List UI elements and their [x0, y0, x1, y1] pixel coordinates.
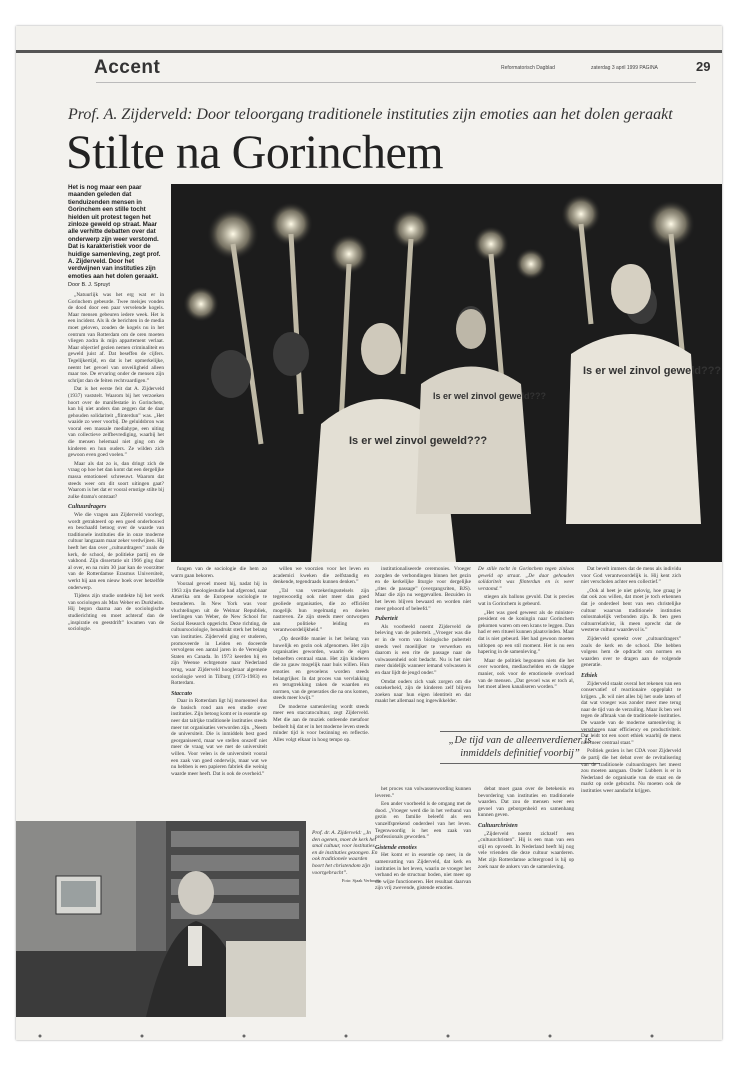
paragraph: Zijderveld staakt overal het rekenen van een conservatief of reactionaire opgeplakt te krijgen. „Ik wil niet alles bij het oude laten of dat wat vroeger was zonder meer mee terug naar de tijd van de verzuiling. Maar ik ben wel tegen de afbraak van de traditionele instituties. De waarde van de moderne samenleving is verschoven naar efficiency en productiviteit. Dat leidt tot een soort ethiek waarbij de mens niet meer centraal staat.”: [581, 680, 681, 746]
page-number: 29: [696, 59, 711, 74]
column-4-bottom: [375, 786, 471, 1018]
column-5-top: [478, 566, 574, 724]
column-6: [581, 566, 681, 1018]
paragraph: Daar in Rotterdam ligt hij momenteel dus de basisch rond aan een studie over instituties. Zijn betoog komt er in essentie op neer dat talrijke traditionele instituties steeds meer tot organisaties verworden zijn. „Neem de universiteit. Die is inmiddels best goed georganiseerd, maar we stellen onszelf niet meer de vraag wat we met de universiteit willen. Voor velen is de universiteit vooral een zaak van goed onderwijs, maar wat we nu hebben is een papieren fabriek die weinig waarde meer heeft. Dat is ook de overheid.”: [171, 698, 267, 777]
article-kicker: Prof. A. Zijderveld: Door teloorgang traditionele instituties zijn emoties aan het dolen geraakt: [68, 106, 673, 123]
print-marks: [16, 1032, 722, 1040]
march-photo-illustration: [171, 184, 722, 562]
paragraph: het proces van volwassenwording kunnen leveren.”: [375, 786, 471, 799]
top-rule: [16, 50, 722, 53]
professor-photo-caption: [312, 830, 380, 885]
subheading: Puberteit: [375, 616, 398, 623]
paragraph: Dat is het eerste feit dat A. Zijderveld (1937) vaststelt. Waarom bij het verzoeken hoort over de manifestatie in Gorinchem, kan hij niet anders dan zeggen dat de daar gehouden solidariteit „flinterdun” was. „Het waaide zo weer voorbij. De geluidsbron was vooral een massale mediahype, een uiting van collectieve zelfbevrediging, waarbij het die mensen helemaal niet ging om de kinderen en hun ouders. Ze wilden zich gewoon even goed voelen.”: [68, 386, 164, 459]
photo-credit: Foto: Sjaak Verboom: [341, 878, 380, 884]
paragraph: Omdat ouders zich vaak zorgen om die onzekerheid, zijn de kinderen zelf blijven zoeken naar hun eigen identiteit en dat maakt het allemaal nog ingewikkelder.: [375, 678, 471, 705]
column-5-bottom: [478, 786, 574, 1018]
publication-date: zaterdag 3 april 1999 PAGINA: [591, 65, 658, 71]
paragraph: Wie die vragen aan Zijderveld voorlegt, wordt getrakteerd op een goed onderbouwd en beschaafd betoog over de waarde van traditionele instituties die in onze moderne cultuur langzaam maar zeker verdwijnen. Hij heeft het dan over „cultuurdragers” zoals de kerk, de school, de politieke partij en de vakbond. Zijn dissertatie uit 1966 ging daar al over, en na ruim 30 jaar kan de voorzitter van de Rotterdamse Erasmus Universiteit, werkt hij aan een nieuw boek over hetzelfde onderwerp.: [68, 512, 164, 591]
photo-caption-march: De stille tocht in Gorinchem tegen zinloos geweld op straat. „De daar gehouden solidariteit was flinterdun en is weer verstomd.”: [478, 566, 574, 592]
paragraph: willen we voorzien voor het leven en academici kweken die zelfstandig en denkende, tegendraads kunnen denken.”: [273, 566, 369, 586]
paragraph: Maar de politiek begonnen niets die het over woorden, mediaschelden en de slappe manier, ook voor de emotionele overload van de mensen. „Dat gevoel was er toch al, het moet alleen kanaliseren worden.”: [478, 657, 574, 691]
shirt-slogan-front: Is er wel zinvol geweld???: [349, 435, 488, 447]
professor-photo: [16, 821, 306, 1017]
paragraph: „Het was goed geweest als de minister-president en de koningin naar Gorinchem gekomen waren om een krans te leggen. Dan had er een ritueel kunnen plaatsvinden. Maar dat is niet gebeurd. Het had gewoon moeten uitlopen op een stil moment. Het is nu een hapering in de samenleving.”: [478, 609, 574, 656]
newspaper-page: [16, 26, 722, 1040]
paragraph: „Natuurlijk was het erg wat er in Gorinchem gebeurde. Twee meisjes vonden de dood door een paar vervelende kogels. Maar mensen gebeuren iedere week. Het is een incident. Als ik de berichten in de media moet geloven, zouden de kogels nu in het centrum van Rotterdam om de oren moeten vliegen zodra ik mijn appartement verlaat. Maar objectief gezien nemen criminaliteit en geweld juist af. Dat beseffen de cijfers. Tegelijkertijd, en dat is het opmerkelijke, neemt het gevoel van onveiligheid alleen maar toe. De ervaring onder de mensen zijn schrijnt dan de feiten rechtvaardigen.”: [68, 292, 164, 384]
column-3: [273, 566, 369, 818]
paragraph: „Ook al heet je niet gelovig, hoe graag je dat ook zou willen, dat moet je toch erkennen dat je onderdeel bent van een christelijke cultuur waarvan traditionele instituties onlosmakelijk verbonden zijn. Ik ben geen cultuurrelativist, ik meen oprecht dat de westerse cultuur waardevol is.”: [581, 587, 681, 634]
column-1: [68, 292, 164, 818]
paragraph: institutionaliseerde ceremonies. Vroeger zorgden de verbondingen binnen het gezin en de kerkelijke liturgie voor dergelijke „rites de passage” (overgangsriten, BJS). Maar die zijn nu weggevallen. Bezuiden in het leven blijven bewaard en worden niet meer gehoord of beleefd.”: [375, 566, 471, 612]
paragraph: De moderne samenleving wordt steeds meer een staccatocultuur, zegt Zijderveld. Met die aan de muziek ontleende metafoor bedoelt hij dat er in het moderne leven steeds minder tijd is voor bezinning en reflectie. Alles volgt elkaar in hoog tempo op.: [273, 703, 369, 743]
paragraph: Het komt er in essentie op neer, in de samenvatting van Zijderveld, dat kerk en instituties in het leven, waarin ze vroeger het verband en de structuur boden, niet meer op die wijze functioneren. Het resultaat daarvan zijn vrij zwevende, gistende emoties.: [375, 852, 471, 892]
paragraph: Politiek gezien is het CDA voor Zijderveld de partij die het debat over de revitalisering van de traditionele cultuurdragers het meest zou moeten aangaan. Onder Lubbers is er in Nederland de organisatie van de staat en de markt op orde gebracht. Nu moeten ook de instituties weer aandacht krijgen.: [581, 748, 681, 794]
pull-quote: „De tijd van de alleenverdiener is inmiddels definitief voorbij”: [440, 731, 600, 764]
article-lead: Het is nog maar een paar maanden geleden dat tienduizenden mensen in Gorinchem een stille tocht hielden uit protest tegen het zinloze geweld op straat. Maar alle verhitte debatten over dat onderwerp zijn weer verstomd. Dat is karakteristiek voor de huidige samenleving, zegt prof. A. Zijderveld. Door het verdwijnen van instituties zijn emoties aan het dolen geraakt.: [68, 184, 161, 280]
paragraph: Tijdens zijn studie ontdekte hij het werk van sociologen als Max Weber en Durkheim. Hij begon daarna aan de sociologische studierichting en moet achteraf dan de „inspiratie en geestdrift” kwamen van de sociologie.: [68, 593, 164, 633]
paragraph: Een ander voorbeeld is de omgang met de dood. „Vroeger werd die in het verband van gezin en familie beleefd als een vanzelfsprekend onderdeel van het leven. Tegenwoordig is het een zaak van professionals geworden.”: [375, 801, 471, 841]
paragraph: Maar als dat zo is, dan dringt zich de vraag op hoe het dan komt dat een dergelijke massa emotioneel schreeuwt. Waarom dat steeds weer om dit soort uitingen gaat? Waarom is het dat er vooral ernstige stilte bij zulke drama's ontstaat?: [68, 460, 164, 500]
subheading: Ethiek: [581, 672, 598, 679]
paragraph: Vooraal gevoel moest hij, nadat hij in 1963 zijn theologiestudie had afgerond, naar Amerika om de Europese sociologie te bestuderen. In New York was voor vluchtelingen uit de Weimar Republiek, leerlingen van Weber, de New School for Social Research opgericht. Deze richting, de cultuursociologie, benadrukt sterk het belang van instituties. Zijderveld ging er studeren, promoveerde in Leiden en doceerde vervolgens een aantal jaren in de Verenigde Staten en Canada. In 1973 keerden hij en zijn Weense echtgenote naar Nederland terug, waar Zijderveld hoogleraar algemene sociologie werd in Tilburg (1973-1983) en Rotterdam.: [171, 581, 267, 687]
shirt-slogan-middle: Is er wel zinvol geweld???: [433, 391, 547, 401]
publication-name: Reformatorisch Dagblad: [501, 65, 555, 71]
article-headline: Stilte na Gorinchem: [66, 126, 444, 179]
paragraph: „Op dezelfde manier is het belang van huwelijk en gezin ook afgenomen. Het zijn organisaties geworden, waarin de eigen behoeften centraal staan. Het zijn kinderen die zo gauw mogelijk naar huis willen. Hun emoties en gevoelens worden steeds belangrijker. In dat proces van vervlakking en terugtrekking raken de waarden en normen, van de generaties die na ons komen, steeds meer kwijt.”: [273, 635, 369, 702]
column-2: [171, 566, 267, 818]
paragraph: Zijderveld spreekt over „cultuurdragers” zoals de kerk en de school. Die hebben volgens hem de opdracht om normen en waarden over te dragen aan de volgende generatie.: [581, 635, 681, 669]
paragraph: „Zijderveld noemt zichzelf een „cultuurchristen”. Hij is een man van een stijl en opvoedt. In Nederland heeft hij nog vele vrienden die deze cultuur waarderen. Met zijn Rotterdamse achtergrond is hij op zoek naar de ankers van de samenleving.: [478, 830, 574, 870]
paragraph: Dat bevelt immers dat de mens als individu voor God verantwoordelijk is. Hij kent zich niet verscholen achter een collectief.”: [581, 566, 681, 586]
subheading: Gistende emoties: [375, 844, 417, 851]
paragraph: debat moet gaan over de betekenis en bevordering van instituties en traditionele waarden. Dat zou de mensen weer een gevoel van geborgenheid en samenhang kunnen geven.: [478, 786, 574, 819]
subheading: Staccato: [171, 690, 192, 697]
paragraph: „Tal van verzekeringsstelsels zijn tegenwoordig ook niet meer dan goed geoliede organisaties, die zo efficiënt mogelijk hun regelmatig en doelen nastreven. Ze zijn steeds meer ontworpen aan politieke leiding en verantwoordelijkheid.”: [273, 587, 369, 634]
paragraph: stiegen als ballons gevuld. Dat is precies wat in Gorinchem is gebeurd.: [478, 594, 574, 607]
caption-text: Prof. dr. A. Zijderveld: „In den ogenen, moet de kerk het smal cultuur, voor instituties en de instituties gezongen. En ook traditionele waarden hoort het christendom zijn voortgebracht”.: [312, 830, 378, 876]
article-byline: Door B. J. Spruyt: [68, 282, 110, 288]
shirt-slogan-right: Is er wel zinvol geweld???: [583, 365, 722, 377]
section-title: Accent: [94, 57, 161, 78]
subheading: Cultuurchristen: [478, 822, 518, 829]
section-rule: [96, 82, 696, 83]
paragraph: fungen van de sociologie die hem zo warm gaan bekoren.: [171, 566, 267, 579]
professor-photo-illustration: [16, 821, 306, 1017]
paragraph: Als voorbeeld noemt Zijderveld de beleving van de puberteit. „Vroeger was die er in de vorm van biologische puberteit steeds veel moeilijker te verwerken en daarom is een rite de passage naar de volwassenheid ooit bedacht. Nu is het niet meer duidelijk wanneer iemand volwassen is en daar lijdt de jeugd onder.”: [375, 623, 471, 676]
subheading: Cultuurdragers: [68, 504, 107, 511]
march-photo: [171, 184, 722, 562]
column-4-top: [375, 566, 471, 724]
